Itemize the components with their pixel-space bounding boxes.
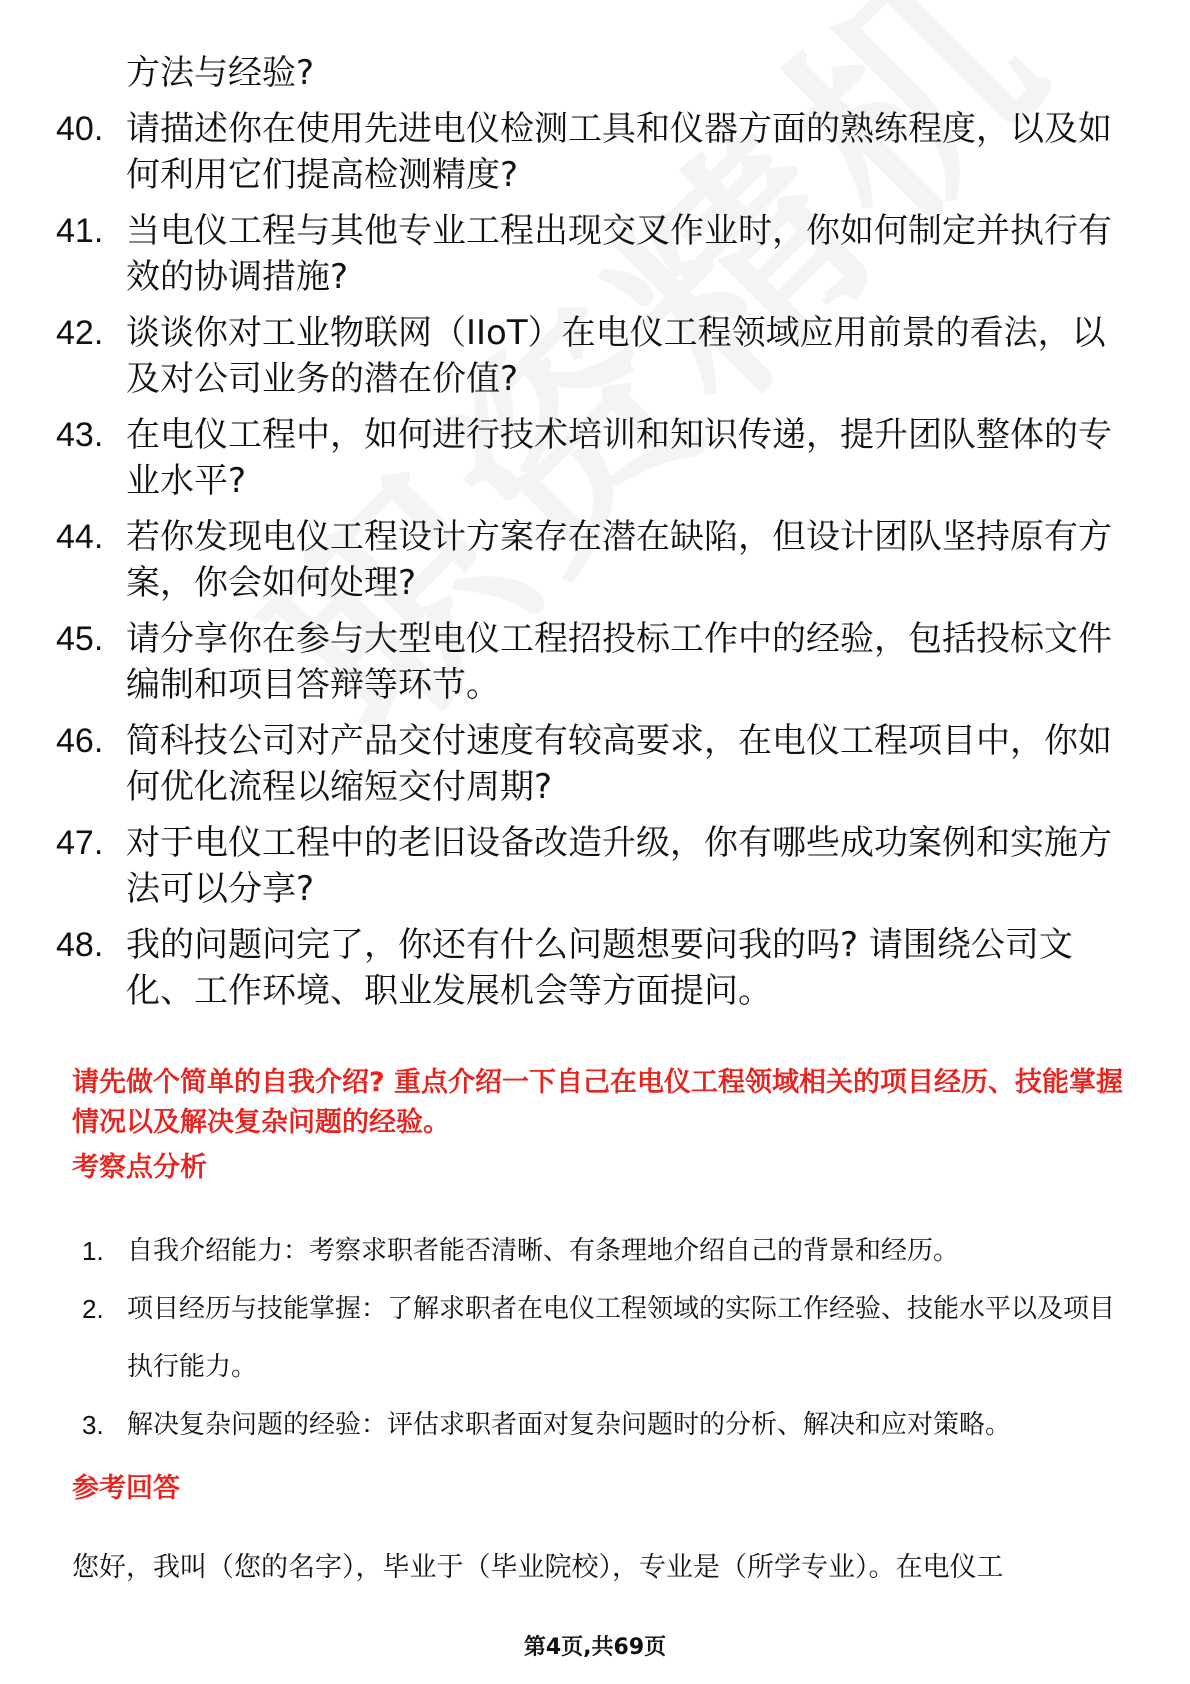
list-item (56, 616, 1126, 708)
list-item-number: 40. (56, 110, 104, 148)
list-item (56, 412, 1126, 504)
list-item (82, 1396, 1128, 1454)
list-item-text: 若你发现电仪工程设计方案存在潜在缺陷，但设计团队坚持原有方案，你会如何处理? (126, 517, 1112, 603)
list-item-number: 2. (82, 1294, 104, 1324)
list-item (56, 106, 1126, 198)
list-item-text: 谈谈你对工业物联网（IIoT）在电仪工程领域应用前景的看法，以及对公司业务的潜在价值? (126, 313, 1106, 399)
list-item-number: 42. (56, 314, 104, 352)
list-item-text: 解决复杂问题的经验：评估求职者面对复杂问题时的分析、解决和应对策略。 (127, 1410, 1012, 1440)
analysis-heading: 考察点分析 (72, 1152, 207, 1183)
list-item (56, 820, 1126, 912)
list-item-text: 项目经历与技能掌握：了解求职者在电仪工程领域的实际工作经验、技能水平以及项目执行能力。 (127, 1294, 1116, 1382)
highlight-question: 请先做个简单的自我介绍? 重点介绍一下自己在电仪工程领域相关的项目经历、技能掌握情况以及解决复杂问题的经验。 (72, 1067, 1124, 1138)
list-item (82, 1222, 1128, 1280)
list-item (56, 718, 1126, 810)
question-continuation: 方法与经验? (126, 53, 315, 93)
list-item-number: 43. (56, 416, 104, 454)
list-item-text: 我的问题问完了，你还有什么问题想要问我的吗? 请围绕公司文化、工作环境、职业发展机会等方面提问。 (126, 925, 1073, 1011)
list-item-number: 41. (56, 212, 104, 250)
list-item-number: 3. (82, 1410, 104, 1440)
reference-heading: 参考回答 (72, 1473, 180, 1504)
list-item-number: 46. (56, 722, 104, 760)
list-item-number: 47. (56, 824, 104, 862)
list-item (56, 514, 1126, 606)
list-item-text: 在电仪工程中，如何进行技术培训和知识传递，提升团队整体的专业水平? (126, 415, 1112, 501)
list-item (56, 922, 1126, 1014)
list-item-text: 自我介绍能力：考察求职者能否清晰、有条理地介绍自己的背景和经历。 (127, 1236, 960, 1266)
list-item-text: 对于电仪工程中的老旧设备改造升级，你有哪些成功案例和实施方法可以分享? (126, 823, 1112, 909)
list-item (56, 208, 1126, 300)
reference-answer: 您好，我叫（您的名字），毕业于（毕业院校），专业是（所学专业）。在电仪工 (72, 1552, 1004, 1583)
list-item (82, 1280, 1128, 1396)
question-list (56, 50, 1126, 1024)
list-item-text: 请描述你在使用先进电仪检测工具和仪器方面的熟练程度，以及如何利用它们提高检测精度? (126, 109, 1112, 195)
list-item-number: 44. (56, 518, 104, 556)
list-item-text: 当电仪工程与其他专业工程出现交叉作业时，你如何制定并执行有效的协调措施? (126, 211, 1112, 297)
list-item-text: 简科技公司对产品交付速度有较高要求，在电仪工程项目中，你如何优化流程以缩短交付周期? (126, 721, 1112, 807)
list-item-number: 45. (56, 620, 104, 658)
analysis-list (82, 1222, 1128, 1454)
list-item-number: 1. (82, 1236, 104, 1266)
list-item (56, 310, 1126, 402)
list-item-number: 48. (56, 926, 104, 964)
page-number: 第4页,共69页 (523, 1635, 667, 1660)
list-item-text: 请分享你在参与大型电仪工程招投标工作中的经验，包括投标文件编制和项目答辩等环节。 (126, 619, 1112, 705)
